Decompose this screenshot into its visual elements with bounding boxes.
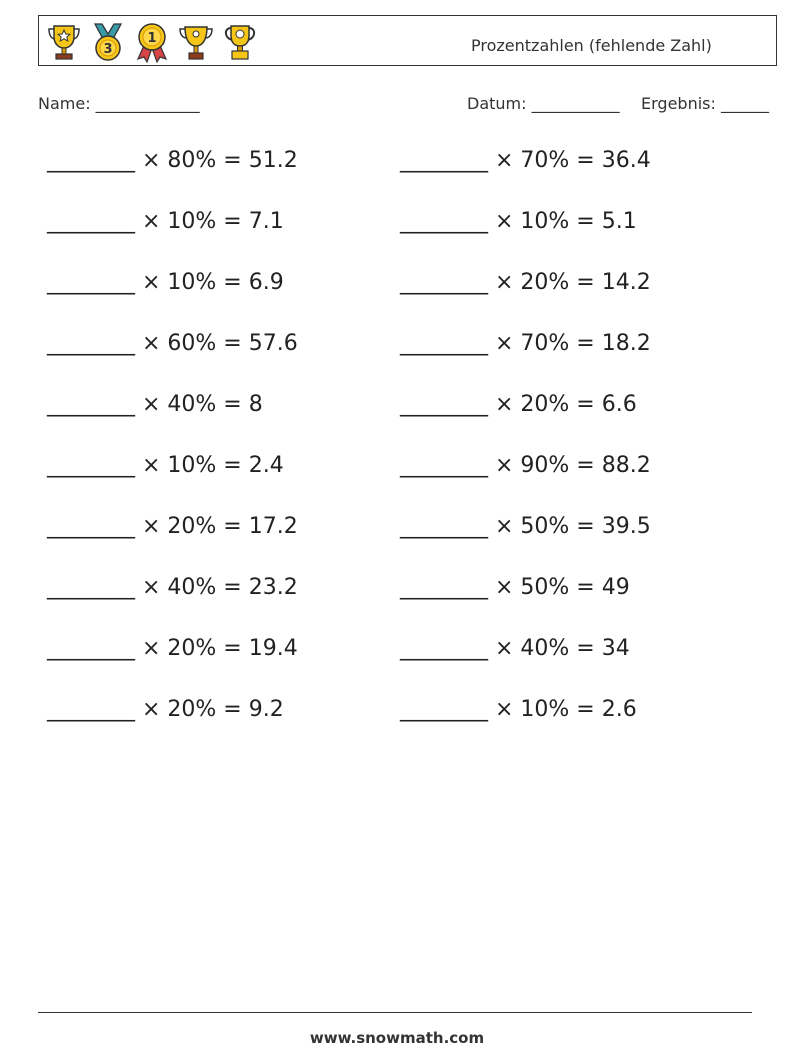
trophy-cup-icon <box>177 21 215 63</box>
problem-item: ________ × 60% = 57.6 <box>47 331 298 356</box>
problem-item: ________ × 10% = 7.1 <box>47 209 284 234</box>
medal-1-ribbon-icon <box>133 21 171 63</box>
svg-text:1: 1 <box>147 31 157 46</box>
problem-item: ________ × 20% = 17.2 <box>47 514 298 539</box>
footer-divider <box>38 1012 752 1013</box>
problem-item: ________ × 70% = 18.2 <box>400 331 651 356</box>
footer-url: www.snowmath.com <box>309 1029 485 1047</box>
problem-item: ________ × 50% = 39.5 <box>400 514 651 539</box>
problem-item: ________ × 20% = 19.4 <box>47 636 298 661</box>
problem-item: ________ × 90% = 88.2 <box>400 453 651 478</box>
award-icons <box>45 21 259 63</box>
name-field: Name: _____________ <box>38 94 200 113</box>
trophy-handles-icon <box>221 21 259 63</box>
date-field: Datum: ___________ <box>467 94 620 113</box>
problem-item: ________ × 10% = 5.1 <box>400 209 637 234</box>
header-box <box>38 15 777 66</box>
problem-item: ________ × 50% = 49 <box>400 575 630 600</box>
problem-item: ________ × 80% = 51.2 <box>47 148 298 173</box>
svg-text:3: 3 <box>103 42 113 57</box>
problem-item: ________ × 20% = 9.2 <box>47 697 284 722</box>
problem-item: ________ × 10% = 2.4 <box>47 453 284 478</box>
trophy-star-icon <box>45 21 83 63</box>
result-field: Ergebnis: ______ <box>641 94 769 113</box>
problem-item: ________ × 40% = 23.2 <box>47 575 298 600</box>
problem-item: ________ × 40% = 34 <box>400 636 630 661</box>
worksheet-title: Prozentzahlen (fehlende Zahl) <box>471 36 712 55</box>
problem-item: ________ × 10% = 6.9 <box>47 270 284 295</box>
problem-item: ________ × 20% = 14.2 <box>400 270 651 295</box>
problem-item: ________ × 70% = 36.4 <box>400 148 651 173</box>
medal-3-icon <box>89 21 127 63</box>
problem-item: ________ × 10% = 2.6 <box>400 697 637 722</box>
problem-item: ________ × 20% = 6.6 <box>400 392 637 417</box>
problem-item: ________ × 40% = 8 <box>47 392 263 417</box>
